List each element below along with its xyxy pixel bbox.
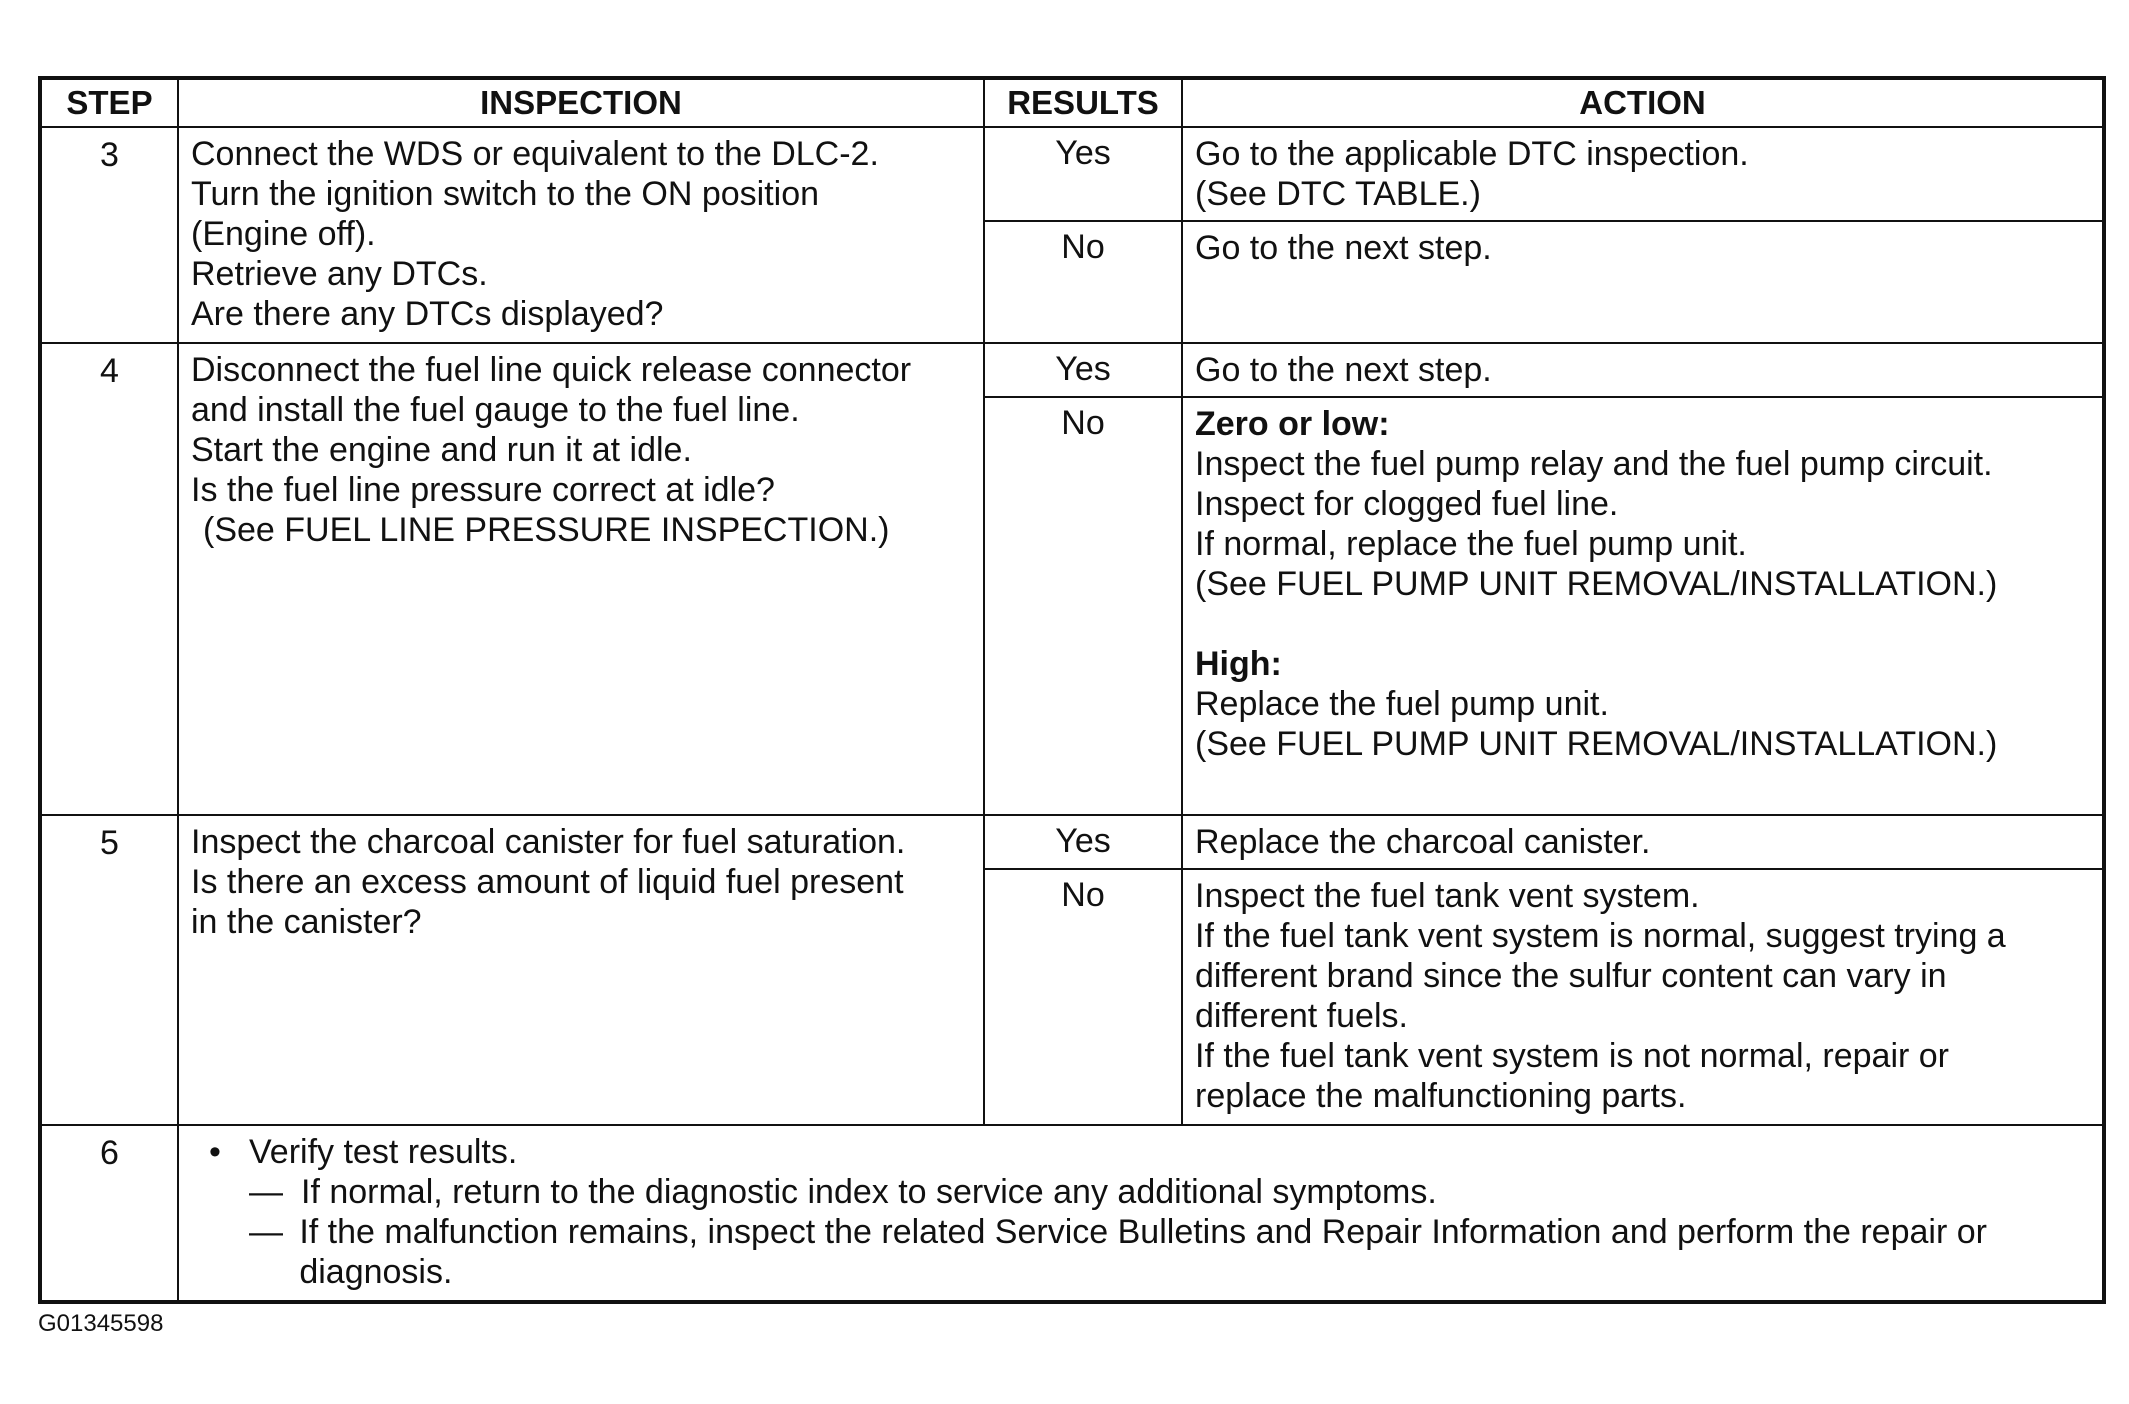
action-line: (See FUEL PUMP UNIT REMOVAL/INSTALLATION.) — [1195, 725, 1998, 763]
step-6-row — [40, 1125, 2104, 1302]
action-line: If normal, replace the fuel pump unit. — [1195, 525, 1747, 563]
action-text — [1182, 127, 2104, 221]
inspection-line: Start the engine and run it at idle. — [191, 431, 692, 469]
action-text — [1182, 221, 2104, 343]
header-action: ACTION — [1182, 78, 2104, 127]
action-line: Inspect the fuel tank vent system. — [1195, 877, 1700, 915]
zero-or-low-heading: Zero or low: — [1195, 405, 1390, 443]
result-no: No — [984, 869, 1182, 1125]
step-3-yes-row — [40, 127, 2104, 221]
inspection-text — [178, 815, 984, 1125]
inspection-line: Retrieve any DTCs. — [191, 255, 488, 293]
result-yes: Yes — [984, 343, 1182, 397]
header-inspection: INSPECTION — [178, 78, 984, 127]
sub-item-text: If normal, return to the diagnostic index to service any additional symptoms. — [301, 1173, 1437, 1211]
result-no: No — [984, 397, 1182, 815]
action-text — [1182, 397, 2104, 815]
step-number: 4 — [40, 343, 178, 815]
diagnostic-table — [38, 76, 2106, 1304]
inspection-line: in the canister? — [191, 903, 422, 941]
inspection-line: Are there any DTCs displayed? — [191, 295, 664, 333]
inspection-line: (See FUEL LINE PRESSURE INSPECTION.) — [203, 511, 890, 549]
inspection-line: Connect the WDS or equivalent to the DLC-2. — [191, 135, 879, 173]
action-text — [1182, 869, 2104, 1125]
action-text — [1182, 815, 2104, 869]
inspection-line: Is there an excess amount of liquid fuel present — [191, 863, 904, 901]
header-row — [40, 78, 2104, 127]
action-line: different fuels. — [1195, 997, 1408, 1035]
high-heading: High: — [1195, 645, 1282, 683]
action-line: Inspect for clogged fuel line. — [1195, 485, 1619, 523]
action-line: Go to the next step. — [1195, 351, 1492, 389]
inspection-line: Inspect the charcoal canister for fuel saturation. — [191, 823, 906, 861]
figure-id: G01345598 — [38, 1310, 164, 1337]
inspection-line: (Engine off). — [191, 215, 376, 253]
inspection-text — [178, 127, 984, 343]
action-text — [1182, 343, 2104, 397]
verify-text: Verify test results. — [249, 1133, 518, 1171]
step-number: 3 — [40, 127, 178, 343]
inspection-line: and install the fuel gauge to the fuel line. — [191, 391, 800, 429]
dash-icon: — — [249, 1173, 283, 1211]
action-line: Inspect the fuel pump relay and the fuel pump circuit. — [1195, 445, 1993, 483]
verify-results-cell — [178, 1125, 2104, 1302]
dash-icon: — — [249, 1213, 283, 1251]
action-line: Go to the next step. — [1195, 229, 1492, 267]
sub-item-text: If the malfunction remains, inspect the related Service Bulletins and Repair Information and perform the repair or diagnosis. — [299, 1213, 1987, 1291]
header-results: RESULTS — [984, 78, 1182, 127]
inspection-text — [178, 343, 984, 815]
step-4-yes-row — [40, 343, 2104, 397]
step-number: 6 — [40, 1125, 178, 1302]
result-yes: Yes — [984, 127, 1182, 221]
step-5-yes-row — [40, 815, 2104, 869]
action-line: Replace the charcoal canister. — [1195, 823, 1651, 861]
inspection-line: Turn the ignition switch to the ON position — [191, 175, 820, 213]
action-line: (See DTC TABLE.) — [1195, 175, 1481, 213]
result-no: No — [984, 221, 1182, 343]
action-line: If the fuel tank vent system is normal, suggest trying a — [1195, 917, 2006, 955]
result-yes: Yes — [984, 815, 1182, 869]
header-step: STEP — [40, 78, 178, 127]
action-line: Go to the applicable DTC inspection. — [1195, 135, 1749, 173]
step-number: 5 — [40, 815, 178, 1125]
sub-item — [209, 1172, 2090, 1212]
action-line: replace the malfunctioning parts. — [1195, 1077, 1687, 1115]
sub-item — [209, 1212, 2090, 1292]
bullet-item — [209, 1132, 2090, 1172]
action-line: If the fuel tank vent system is not normal, repair or — [1195, 1037, 1949, 1075]
inspection-line: Is the fuel line pressure correct at idle? — [191, 471, 775, 509]
bullet-icon: • — [209, 1133, 221, 1171]
inspection-line: Disconnect the fuel line quick release connector — [191, 351, 912, 389]
spacer — [1195, 604, 2090, 644]
action-line: different brand since the sulfur content can vary in — [1195, 957, 1947, 995]
action-line: Replace the fuel pump unit. — [1195, 685, 1609, 723]
action-line: (See FUEL PUMP UNIT REMOVAL/INSTALLATION.) — [1195, 565, 1998, 603]
